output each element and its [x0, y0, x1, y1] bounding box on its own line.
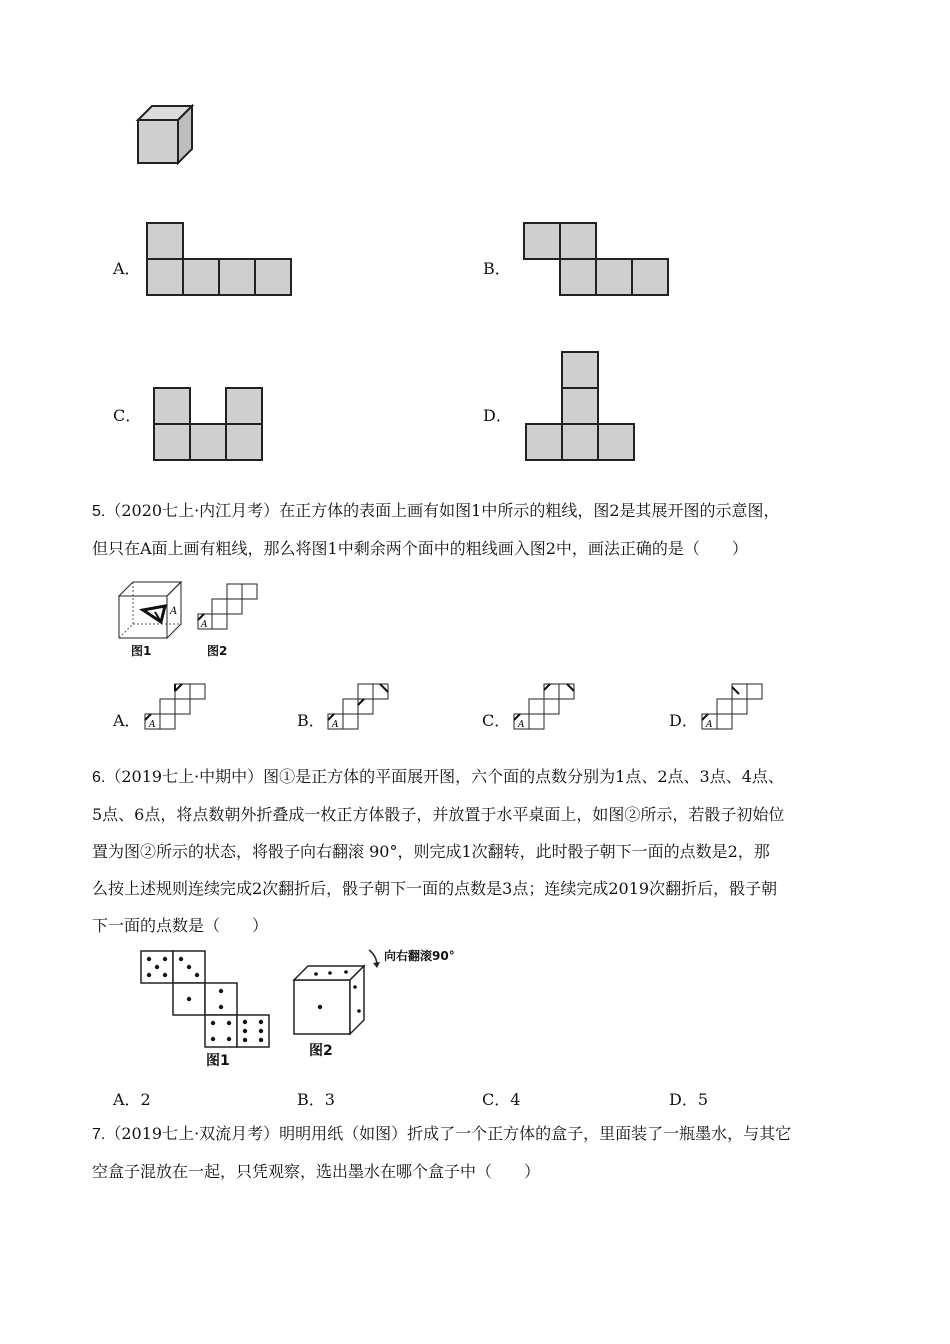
roll-arrow-icon	[365, 948, 385, 968]
q5-option-d-net[interactable]	[701, 683, 765, 731]
q5-line-2: 但只在A面上画有粗线，那么将图1中剩余两个面中的粗线画入图2中，画法正确的是（ ）	[92, 539, 748, 558]
q5-line-1: 5.（2020七上·内江月考）在正方体的表面上画有如图1中所示的粗线，图2是其展开图的示意图，	[92, 501, 780, 520]
q5-option-d-face-letter: A	[706, 720, 713, 730]
q5-option-b-face-letter: A	[332, 720, 339, 730]
q5-fig2-caption: 图2	[207, 644, 228, 658]
q5-option-a-label[interactable]: A．	[113, 711, 141, 730]
q6-fig1-dice-net	[140, 950, 272, 1050]
q6-roll-label: 向右翻滚90°	[384, 949, 455, 963]
q6-fig2-die	[290, 962, 370, 1038]
q7-line-1: 7.（2019七上·双流月考）明明用纸（如图）折成了一个正方体的盒子，里面装了一瓶墨水，与其它	[92, 1124, 792, 1143]
q6-option-d[interactable]: D．5	[669, 1090, 709, 1109]
question-7	[92, 1115, 862, 1190]
q5-number: 5.	[92, 503, 106, 520]
q5-option-d-label[interactable]: D．	[669, 711, 698, 730]
question-6	[92, 758, 862, 944]
q5-fig1-face-letter: A	[170, 606, 178, 617]
q5-fig1-cube	[115, 578, 185, 642]
q6-line-3: 置为图②所示的状态，将骰子向右翻滚 90°，则完成1次翻转，此时骰子朝下一面的点数是2，那	[92, 842, 770, 861]
q5-option-a-face-letter: A	[149, 720, 156, 730]
q5-option-b-label[interactable]: B．	[297, 711, 325, 730]
q5-fig1-caption: 图1	[131, 644, 152, 658]
q5-option-b-net[interactable]	[327, 683, 391, 731]
q5-option-a-net[interactable]	[144, 683, 208, 731]
q4-option-b-net[interactable]	[523, 222, 673, 298]
q4-option-b-label[interactable]: B．	[483, 259, 511, 278]
q6-line-1: 6.（2019七上·中期中）图①是正方体的平面展开图，六个面的点数分别为1点、2点、3点、4点、	[92, 767, 784, 786]
question-5	[92, 492, 862, 567]
q4-option-c-label[interactable]: C．	[113, 406, 142, 425]
q6-option-b[interactable]: B．3	[297, 1090, 335, 1109]
q6-option-a[interactable]: A．2	[113, 1090, 151, 1109]
q6-source: （2019七上·中期中）	[105, 767, 264, 786]
q6-fig1-caption: 图1	[206, 1053, 230, 1069]
q5-fig2-net	[197, 583, 259, 631]
q5-fig2-face-letter: A	[201, 620, 208, 630]
q5-option-c-net[interactable]	[513, 683, 577, 731]
q6-line-5: 下一面的点数是（ ）	[92, 916, 269, 935]
q7-source: （2019七上·双流月考）	[105, 1124, 280, 1143]
q6-line-4: 么按上述规则连续完成2次翻折后，骰子朝下一面的点数是3点；连续完成2019次翻折后，骰子朝	[92, 879, 778, 898]
q5-option-c-label[interactable]: C．	[482, 711, 511, 730]
q4-option-a-label[interactable]: A．	[113, 259, 141, 278]
q7-number: 7.	[92, 1126, 106, 1143]
q5-source: （2020七上·内江月考）	[105, 501, 280, 520]
q4-option-a-net[interactable]	[146, 222, 296, 298]
q4-cube-figure	[130, 100, 200, 170]
q6-line-2: 5点、6点，将点数朝外折叠成一枚正方体骰子，并放置于水平桌面上，如图②所示，若骰子初始位	[92, 805, 785, 824]
q4-option-d-label[interactable]: D．	[483, 406, 512, 425]
q6-option-c[interactable]: C．4	[482, 1090, 521, 1109]
q4-option-d-net[interactable]	[525, 351, 639, 463]
q4-option-c-net[interactable]	[153, 387, 267, 463]
q5-option-c-face-letter: A	[518, 720, 525, 730]
q6-number: 6.	[92, 769, 106, 786]
q6-fig2-caption: 图2	[309, 1043, 333, 1059]
q7-line-2: 空盒子混放在一起，只凭观察，选出墨水在哪个盒子中（ ）	[92, 1162, 541, 1181]
